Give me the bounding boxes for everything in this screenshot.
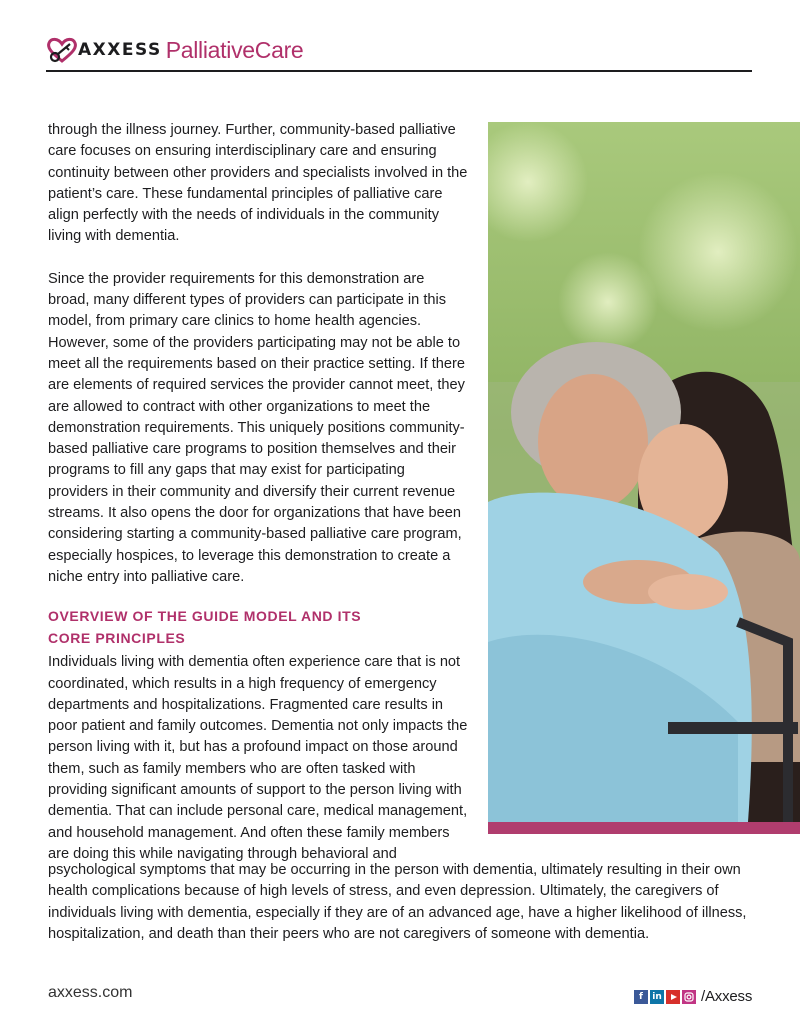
paragraph-intro: through the illness journey. Further, community-based palliative care focuses on ensuring interdisciplinary care and ensuring continuity between other providers and specialists involved in the patient’s care. These fundamental principles of palliative care align perfectly with the needs of individuals in the community living with dementia. (48, 122, 468, 245)
logo-brand-text: AXXESS (78, 40, 162, 60)
heart-key-icon (46, 36, 78, 64)
page-header (46, 32, 752, 72)
logo-product-text: PalliativeCare (165, 37, 304, 63)
footer-url[interactable]: axxess.com (48, 984, 133, 1001)
paragraph-provider-requirements: Since the provider requirements for this demonstration are broad, many different types of providers can participate in this model, from primary care clinics to home health agencies. However, some of the providers participating may not be able to meet all the requirements based on their practice setting. If there are elements of required services the provider cannot meet, they are allowed to contract with other organizations to meet the demonstration requirements. This uniquely positions community-based palliative care programs to position themselves and their programs to fill any gaps that may exist for participating providers in their community and diversify their current revenue streams. It also opens the door for organizations that have been considering starting a community-based palliative care program, especially hospices, to leverage this demonstration to create a niche entry into palliative care. (48, 270, 465, 585)
instagram-icon[interactable] (682, 990, 696, 1004)
linkedin-icon[interactable]: in (650, 990, 664, 1004)
facebook-icon[interactable]: f (634, 990, 648, 1004)
youtube-icon[interactable] (666, 990, 680, 1004)
section-heading: OVERVIEW OF THE GUIDE MODEL AND ITS CORE PRINCIPLES (48, 608, 362, 646)
social-links (634, 988, 752, 1005)
caregiver-illustration (488, 122, 800, 822)
paragraph-guide-model-continued: psychological symptoms that may be occurring in the person with dementia, ultimately resulting in their own health complications because of high levels of stress, and even depression. Ultimately, the caregivers of individuals living with dementia, especially if they are of an advanced age, have a higher likelihood of illness, hospitalization, and death than their peers who are not caregivers of someone with dementia. (48, 862, 747, 942)
paragraph-spacer (48, 248, 468, 269)
axxess-logo[interactable] (46, 36, 303, 64)
header-divider (46, 70, 752, 72)
main-text-column (48, 120, 468, 865)
photo-accent-band (488, 822, 800, 834)
caregiver-photo (488, 122, 800, 822)
social-handle[interactable]: /Axxess (701, 988, 753, 1005)
paragraph-guide-model: Individuals living with dementia often experience care that is not coordinated, which results in a high frequency of emergency departments and hospitalizations. Fragmented care results in poor patient and family outcomes. Dementia not only impacts the person living with it, but has a profound impact on those around them, such as family members who are often tasked with providing significant amounts of support to the person living with dementia. That can include personal care, medical management, and household management. And often these family members are doing this while navigating through behavioral and (48, 654, 468, 862)
